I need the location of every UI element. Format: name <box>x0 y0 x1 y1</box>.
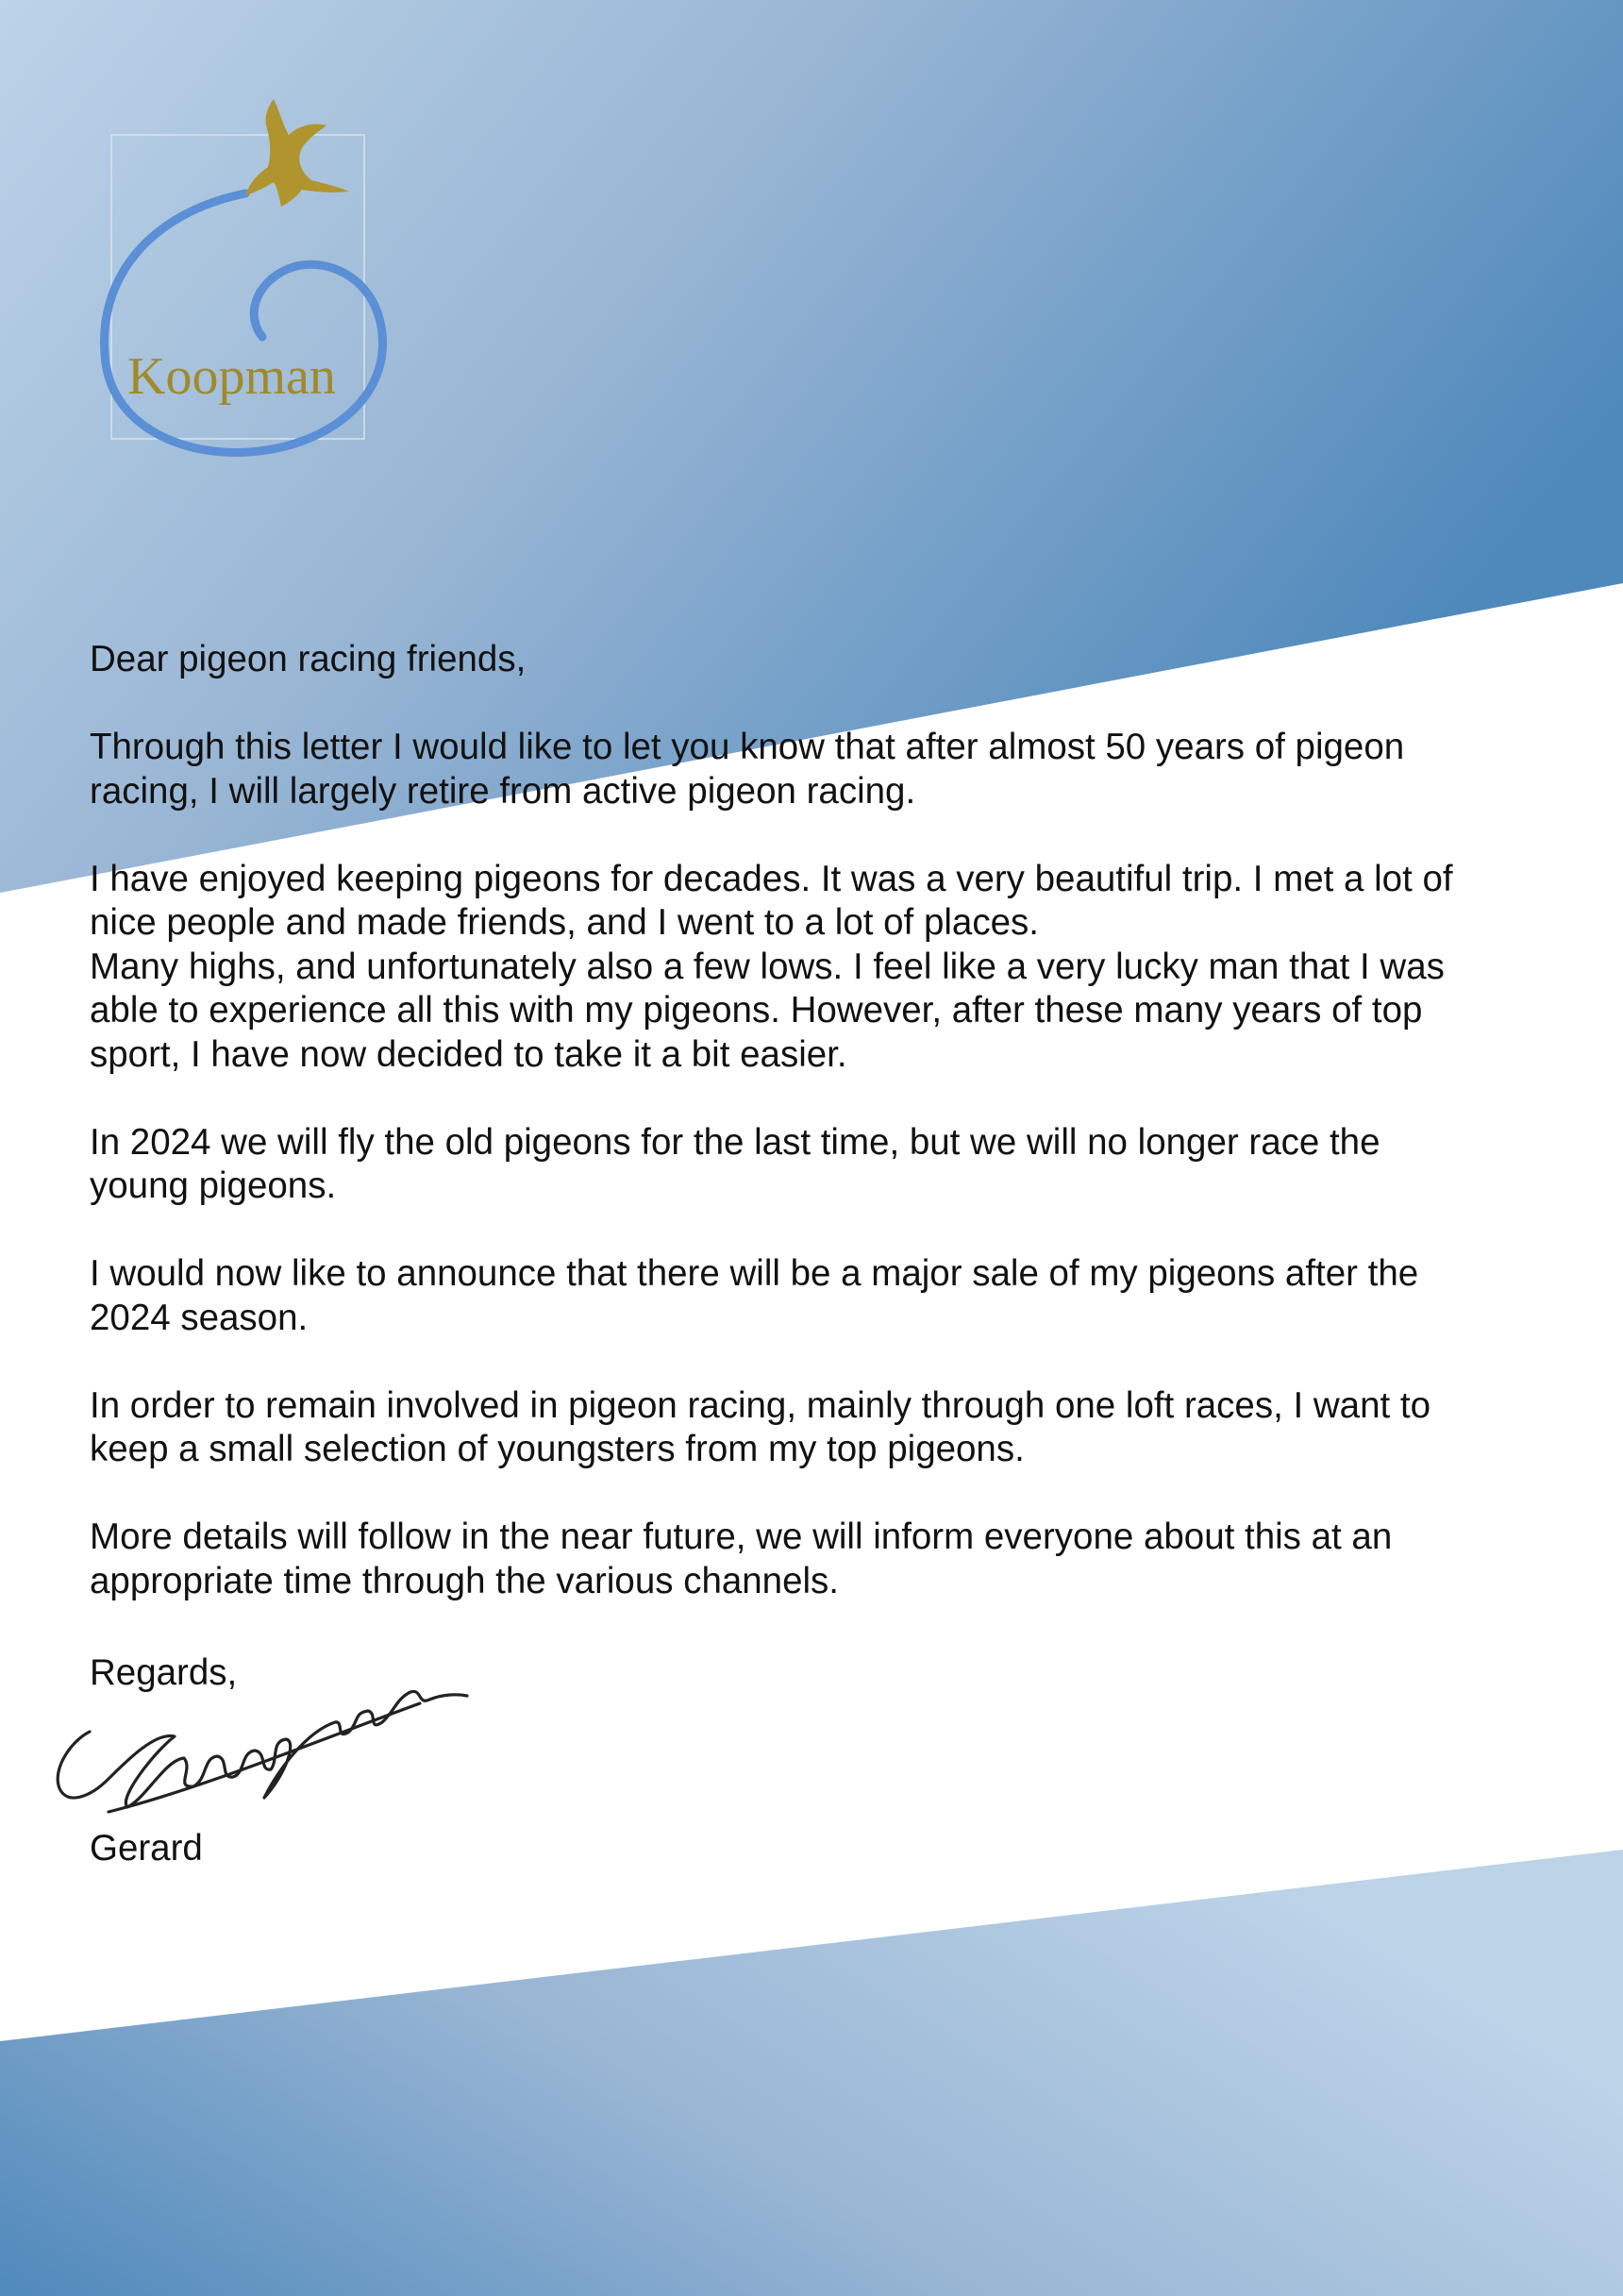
closing: Regards, <box>90 1652 238 1693</box>
paragraph-line: In order to remain involved in pigeon racing, mainly through one loft races, I want to <box>90 1384 1431 1426</box>
paragraph-line: young pigeons. <box>90 1165 337 1206</box>
bird-icon <box>245 99 349 207</box>
paragraph-line: nice people and made friends, and I went to a lot of places. <box>90 902 1039 943</box>
paragraph-line: I have enjoyed keeping pigeons for decades. It was a very beautiful trip. I met a lot of <box>90 858 1453 899</box>
koopman-logo <box>94 90 406 467</box>
paragraph-line: appropriate time through the various channels. <box>90 1560 840 1601</box>
paragraph-line: Many highs, and unfortunately also a few lows. I feel like a very lucky man that I was <box>90 946 1445 987</box>
logo-text: Koopman <box>127 347 336 406</box>
greeting: Dear pigeon racing friends, <box>90 639 527 679</box>
paragraph-involved <box>90 1384 1562 1472</box>
paragraph-line: More details will follow in the near future, we will inform everyone about this at an <box>90 1517 1393 1557</box>
paragraph-line: 2024 season. <box>90 1297 309 1338</box>
signature <box>52 1647 477 1835</box>
paragraph-sale <box>90 1252 1562 1340</box>
paragraph-retire <box>90 726 1562 813</box>
paragraph-highs <box>90 946 1562 1078</box>
paragraph-line: sport, I have now decided to take it a bit easier. <box>90 1033 847 1075</box>
paragraph-line: able to experience all this with my pigeons. However, after these many years of top <box>90 990 1423 1031</box>
paragraph-line: Through this letter I would like to let you know that after almost 50 years of pigeon <box>90 727 1405 767</box>
paragraph-line: In 2024 we will fly the old pigeons for the last time, but we will no longer race the <box>90 1121 1380 1163</box>
logo-swirl <box>104 193 382 452</box>
signer-name: Gerard <box>90 1828 203 1869</box>
letter-body <box>90 638 1562 1648</box>
paragraph-enjoyed <box>90 858 1562 946</box>
paragraph-details <box>90 1516 1562 1603</box>
paragraph-line: I would now like to announce that there will be a major sale of my pigeons after the <box>90 1253 1419 1294</box>
bottom-gradient-band <box>0 1850 1623 2296</box>
paragraph-line: racing, I will largely retire from active pigeon racing. <box>90 770 916 812</box>
paragraph-line: keep a small selection of youngsters from my top pigeons. <box>90 1429 1025 1469</box>
paragraph-2024 <box>90 1121 1562 1209</box>
